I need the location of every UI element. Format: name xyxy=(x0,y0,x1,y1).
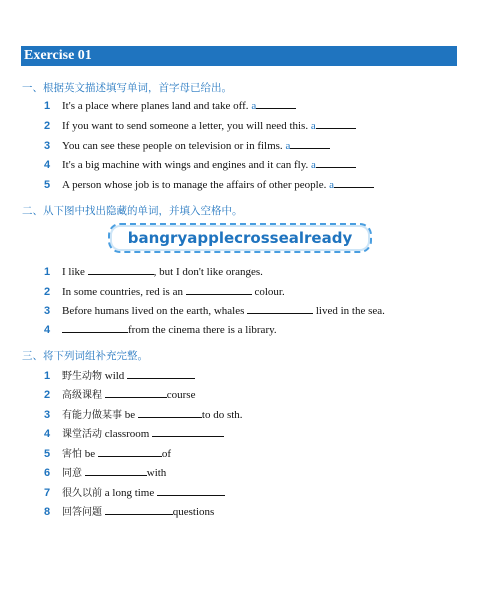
hint-letter: a xyxy=(251,100,257,112)
phrase-before: wild xyxy=(104,370,125,382)
section-1-heading: 一、根据英文描述填写单词，首字母已给出。 xyxy=(22,82,232,94)
answer-blank[interactable] xyxy=(157,485,225,496)
item-number: 2 xyxy=(44,389,51,401)
item-number: 1 xyxy=(44,370,51,382)
answer-blank[interactable] xyxy=(127,368,195,379)
item-text: It's a big machine with wings and engines and it can fly. xyxy=(62,159,309,171)
answer-blank[interactable] xyxy=(334,177,374,188)
phrase-before: classroom xyxy=(104,428,150,440)
chinese-meaning: 高级课程 xyxy=(62,390,102,401)
answer-blank[interactable] xyxy=(98,446,162,457)
item-text-before: In some countries, red is an xyxy=(62,286,183,298)
phrase-after: questions xyxy=(172,506,215,518)
letter-puzzle: bangryapplecrossealready xyxy=(108,223,372,253)
s1-item-5 xyxy=(44,177,374,192)
exercise-title: Exercise 01 xyxy=(21,46,457,66)
hint-letter: a xyxy=(329,179,334,191)
chinese-meaning: 课堂活动 xyxy=(62,429,102,440)
s3-item-5 xyxy=(44,446,171,462)
s2-item-2 xyxy=(44,284,285,299)
s1-item-3 xyxy=(44,138,330,153)
s2-item-4 xyxy=(44,322,277,337)
item-text-before: Before humans lived on the earth, whales xyxy=(62,305,245,317)
s3-item-1 xyxy=(44,368,195,384)
answer-blank[interactable] xyxy=(138,407,202,418)
item-number: 1 xyxy=(44,266,51,278)
s2-item-1 xyxy=(44,264,263,279)
item-number: 2 xyxy=(44,120,51,132)
s3-item-2 xyxy=(44,387,195,403)
item-text-before: I like xyxy=(62,266,85,278)
item-text: You can see these people on television or in films. xyxy=(62,140,283,152)
item-text-after: colour. xyxy=(254,286,285,298)
item-number: 5 xyxy=(44,179,51,191)
item-number: 5 xyxy=(44,448,51,460)
item-number: 4 xyxy=(44,159,51,171)
s3-item-6 xyxy=(44,465,166,481)
s3-item-7 xyxy=(44,485,225,501)
item-number: 3 xyxy=(44,409,51,421)
item-number: 6 xyxy=(44,467,51,479)
section-2-heading: 二、从下图中找出隐藏的单词，并填入空格中。 xyxy=(22,205,243,217)
phrase-before: be xyxy=(84,448,96,460)
item-text: It's a place where planes land and take off. xyxy=(62,100,249,112)
chinese-meaning: 回答问题 xyxy=(62,507,102,518)
item-text: A person whose job is to manage the affairs of other people. xyxy=(62,179,327,191)
answer-blank[interactable] xyxy=(152,426,224,437)
item-text-after: from the cinema there is a library. xyxy=(128,324,277,336)
chinese-meaning: 同意 xyxy=(62,468,82,479)
item-number: 7 xyxy=(44,487,51,499)
phrase-after: of xyxy=(161,448,172,460)
answer-blank[interactable] xyxy=(247,303,313,314)
answer-blank[interactable] xyxy=(105,504,173,515)
item-number: 4 xyxy=(44,428,51,440)
answer-blank[interactable] xyxy=(316,157,356,168)
chinese-meaning: 有能力做某事 xyxy=(62,410,122,421)
phrase-after: to do sth. xyxy=(201,409,243,421)
answer-blank[interactable] xyxy=(290,138,330,149)
item-number: 4 xyxy=(44,324,51,336)
s3-item-3 xyxy=(44,407,243,423)
s1-item-2 xyxy=(44,118,356,133)
phrase-before: a long time xyxy=(104,487,155,499)
item-number: 1 xyxy=(44,100,51,112)
chinese-meaning: 害怕 xyxy=(62,449,82,460)
answer-blank[interactable] xyxy=(88,264,154,275)
s1-item-1 xyxy=(44,98,296,113)
item-number: 3 xyxy=(44,140,51,152)
hint-letter: a xyxy=(285,140,291,152)
chinese-meaning: 很久以前 xyxy=(62,488,102,499)
s1-item-4 xyxy=(44,157,356,172)
section-3-heading: 三、将下列词组补充完整。 xyxy=(22,350,148,362)
answer-blank[interactable] xyxy=(62,322,128,333)
item-text: If you want to send someone a letter, you will need this. xyxy=(62,120,309,132)
item-number: 2 xyxy=(44,286,51,298)
s2-item-3 xyxy=(44,303,385,318)
phrase-after: course xyxy=(166,389,196,401)
hint-letter: a xyxy=(310,120,316,132)
phrase-before: be xyxy=(124,409,136,421)
answer-blank[interactable] xyxy=(316,118,356,129)
answer-blank[interactable] xyxy=(186,284,252,295)
answer-blank[interactable] xyxy=(85,465,147,476)
answer-blank[interactable] xyxy=(256,98,296,109)
s3-item-4 xyxy=(44,426,224,442)
item-number: 3 xyxy=(44,305,51,317)
chinese-meaning: 野生动物 xyxy=(62,371,102,382)
item-text-after: lived in the sea. xyxy=(315,305,385,317)
phrase-after: with xyxy=(146,467,167,479)
answer-blank[interactable] xyxy=(105,387,167,398)
hint-letter: a xyxy=(311,159,316,171)
item-text-after: , but I don't like oranges. xyxy=(153,266,263,278)
s3-item-8 xyxy=(44,504,214,520)
item-number: 8 xyxy=(44,506,51,518)
